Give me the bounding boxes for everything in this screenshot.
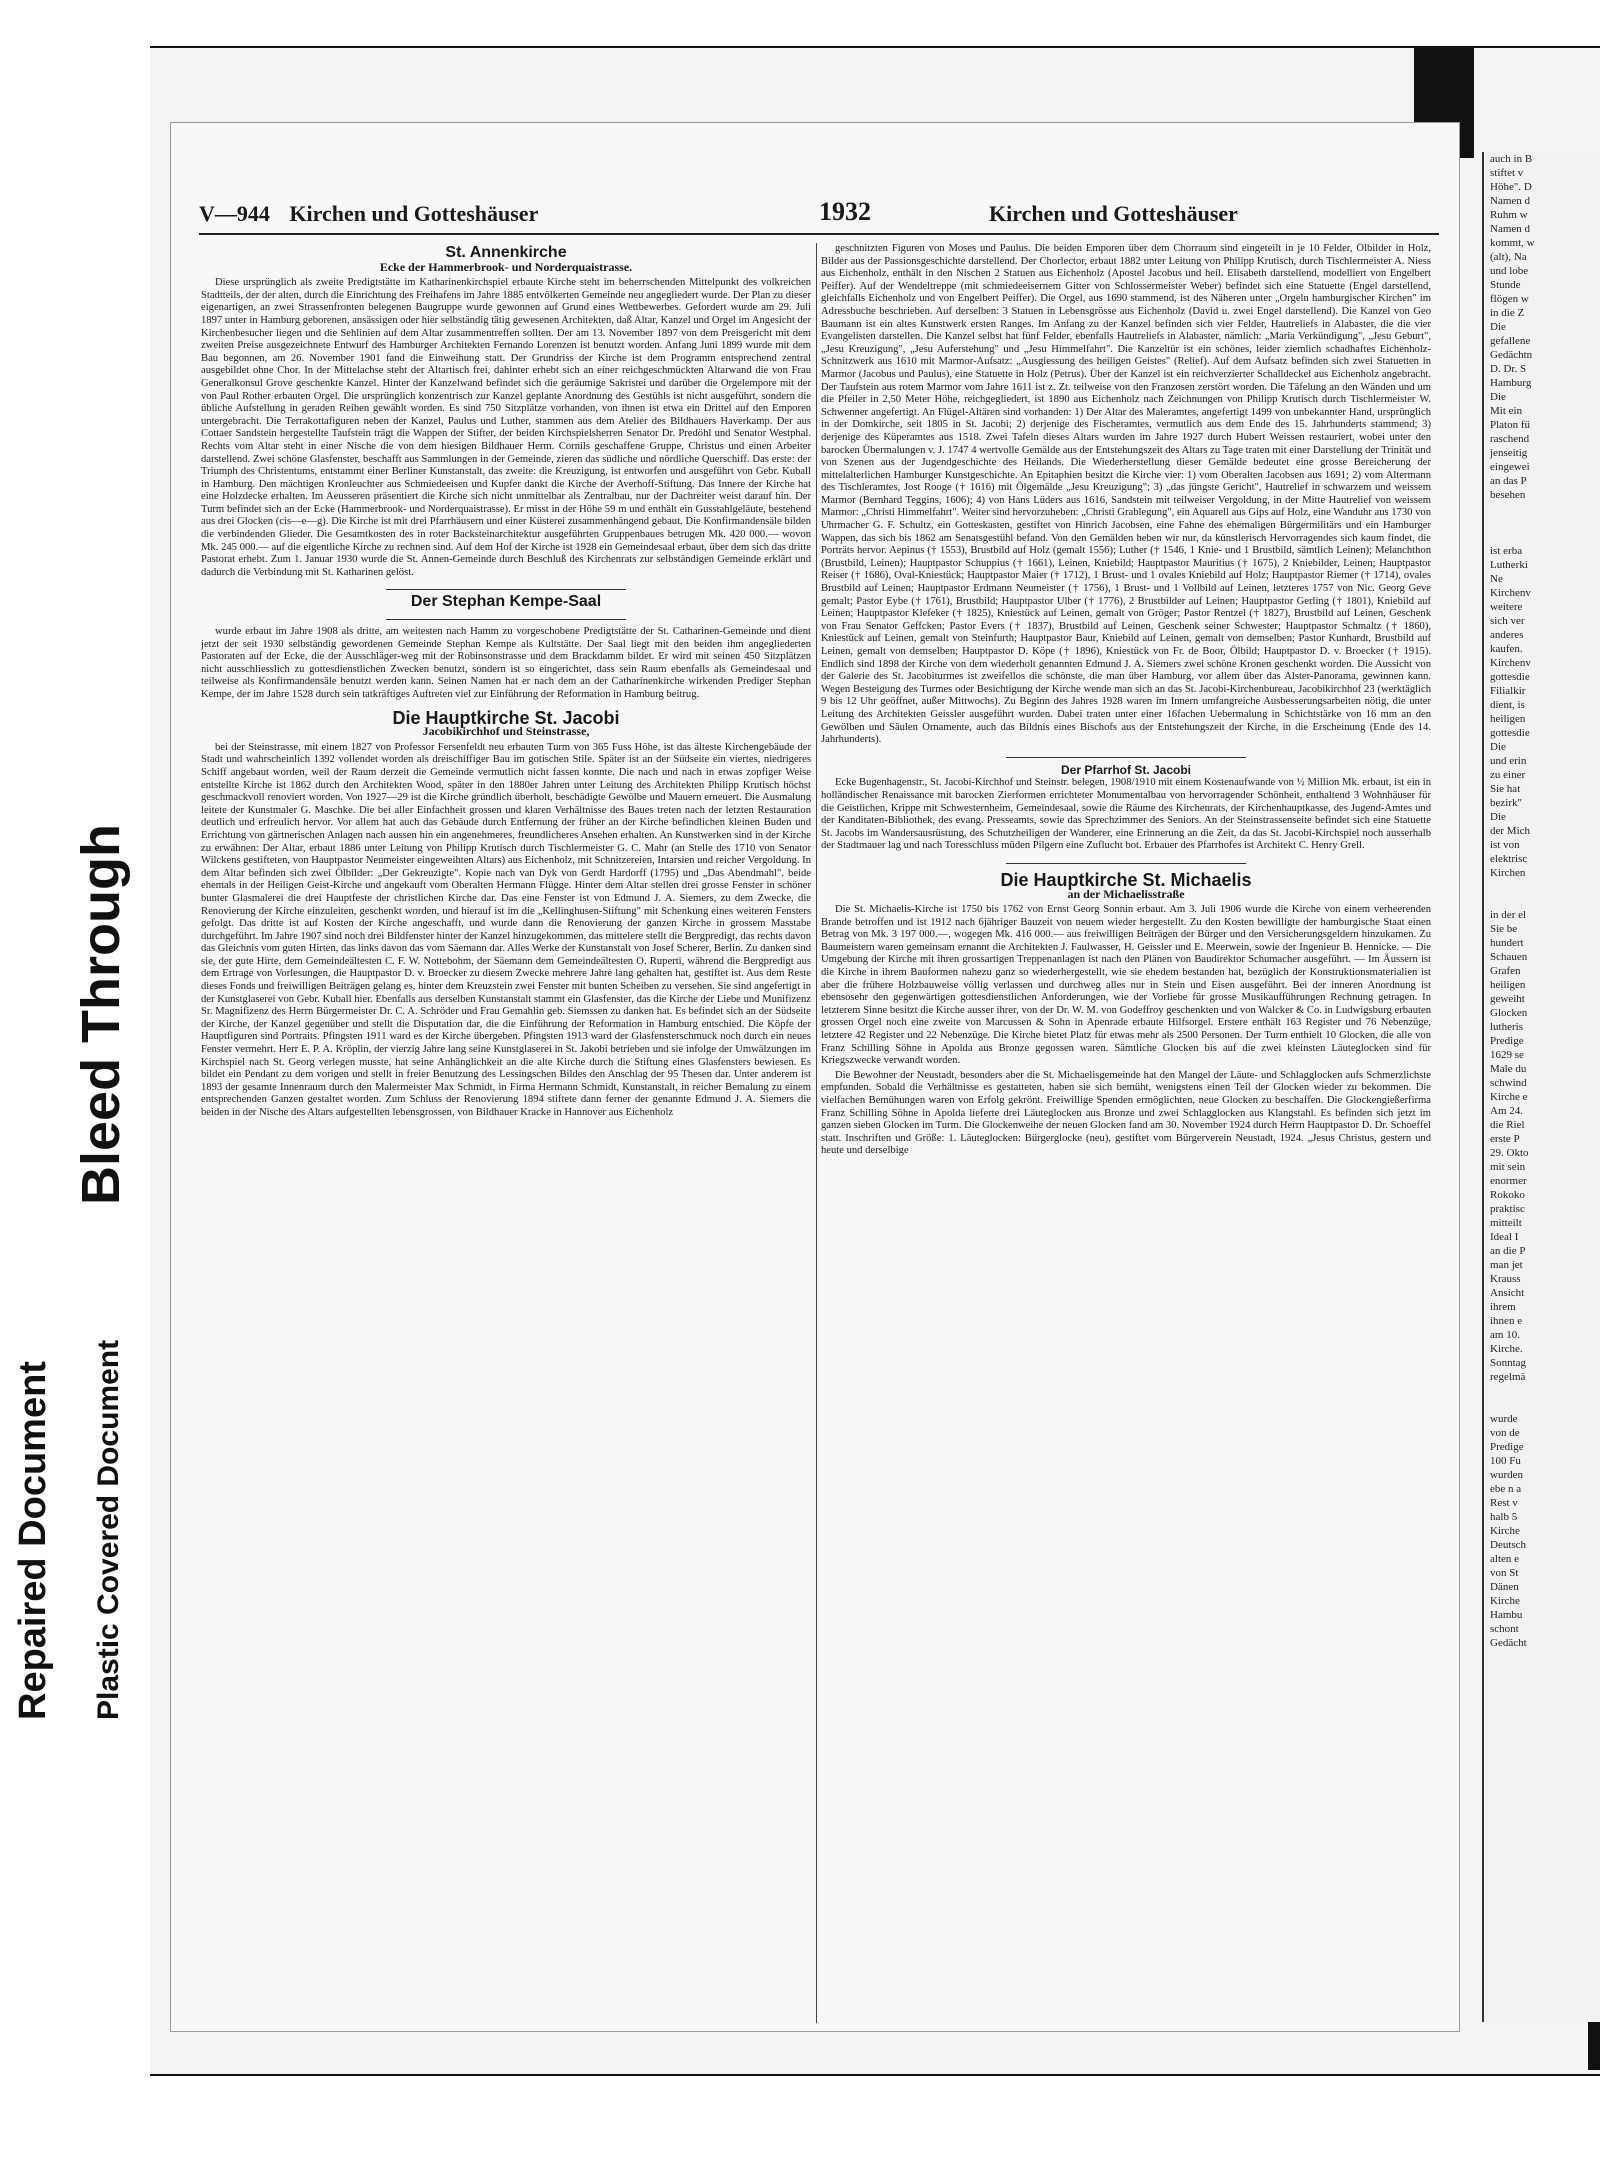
header-right-title: Kirchen und Gotteshäuser (989, 201, 1238, 226)
newspaper-page (170, 122, 1460, 2032)
sliver-line: wurde (1490, 1413, 1518, 1425)
michaelis-subtitle: an der Michaelisstraße (1067, 886, 1185, 901)
sliver-line: gottesdie (1490, 671, 1530, 683)
page-header (199, 195, 1439, 235)
sliver-line: Namen d (1490, 223, 1531, 235)
header-left (199, 201, 538, 227)
sliver-line: gefallene (1490, 335, 1531, 347)
jacobi-title: Die Hauptkirche St. Jacobi (392, 707, 620, 728)
michaelis-paragraph: Die Bewohner der Neustadt, besonders aber die St. Michaelisgemeinde hat den Mangel der Läute- und Schlagglocken aufs Schmerzlichste empfunden. Sobald die Verhältnisse es gestatteten, haben sie sich bemüht, wenigstens einen Teil der Glocken wieder zu bekommen. Die vielfachen Bemühungen waren von Erfolg gekrönt. Freiwillige Spenden ermöglichten, neue Glocken zu beschaffen. Die Glockengießerfirma Franz Schilling Söhne in Apolda lieferte drei Läuteglocken aus Bronze und zwei Schlagglocken aus Klangstahl. Es befinden sich jetzt im ganzen sieben Glocken im Turm. Die Glockenweihe der neuen Glocken fand am 30. November 1924 durch Herrn Hauptpastor D. Dr. Schoeffel statt. Inschriften und Größe: 1. Läuteglocken: Bürgerglocke (neu), gestiftet vom Bürgerverein Neustadt, 1924. „Jesus Christus, gestern und heute und derselbige (821, 1069, 1431, 1157)
sliver-line: wurden (1490, 1469, 1523, 1481)
sliver-line: Gedächtn (1490, 349, 1533, 361)
sliver-line: weitere (1490, 601, 1523, 613)
sliver-line: bezirk" (1490, 797, 1522, 809)
sliver-line: an die P (1490, 1245, 1526, 1257)
sliver-line: sich ver (1490, 615, 1525, 627)
sliver-line: Rokoko (1490, 1189, 1525, 1201)
sliver-line: Höhe". D (1490, 181, 1532, 193)
sliver-line: Predige (1490, 1035, 1524, 1047)
sliver-line: Platon fü (1490, 419, 1531, 431)
header-left-title: Kirchen und Gotteshäuser (289, 201, 539, 226)
michaelis-title: Die Hauptkirche St. Michaelis (1000, 869, 1252, 890)
annenkirche-title: St. Annenkirche (445, 244, 567, 261)
sliver-line: kommt, w (1490, 237, 1535, 249)
sliver-line: Kirchenv (1490, 657, 1531, 669)
sliver-line: Die (1490, 741, 1506, 753)
sliver-line: Sie be (1490, 923, 1518, 935)
sliver-line: Kirche (1490, 1595, 1520, 1607)
jacobi-subtitle: Jacobikirchhof und Steinstrasse, (422, 724, 590, 739)
sliver-line: der Mich (1490, 825, 1531, 837)
annenkirche-subtitle: Ecke der Hammerbrook- und Norderquaistrasse. (379, 259, 633, 274)
jacobi-continued-paragraph: geschnitzten Figuren von Moses und Paulus. Die beiden Emporen über dem Chorraum sind eingeteilt in je 10 Felder, Ölbilder in Holz, Bilder aus der Passionsgeschichte darstellend. Der Chorlector, erbaut 1882 unter Leitung von Philipp Krutisch, durch Tischlermeister A. Niess aus Eichenholz, enthält in den Nischen 2 Statuen aus Eichenholz (Apostel Jacobus und heil. Elisabeth darstellend, modelliert von Engelbert Peiffer). Auf der Wendeltreppe (mit schmiedeeisernem Gitter von Schlossermeister Weber) befindet sich eine Statuette (Engel darstellend, gleichfalls Eichenholz und von Engelbert Peiffer). Die Orgel, aus 1690 stammend, ist des Näheren unter „Orgeln hamburgischer Kirchen" im Adressbuche beschrieben. Auf derselben: 3 Statuen in Lebensgrösse aus Eichenholz (David u. zwei Engel darstellend). Die Kanzel von Geo Baumann ist ein altes Kunstwerk ersten Ranges. Im Anfang zu der Kanzel befinden sich vier Felder, Hautreliefs in Alabaster, die die vier Evangelisten darstellen. Die Kanzel selbst hat fünf Felder, ebenfalls Hautreliefs in Alabaster, nämlich: „Maria Verkündigung", „Jesu Geburt", „Jesu Kreuzigung", „Jesu Auferstehung" und „Jesu Himmelfahrt". Die Kanzeltür ist ein schönes, leider ziemlich schadhaftes Eichenholz-Schnitzwerk aus 1610 mit Marmor-Aufsatz: „Ausgiessung des heiligen Geistes" (Relief). Auf dem Aufsatz befinden sich zwei Statuetten in Marmor (Jacobus und Paulus), eine Statuette in Holz (Petrus). Über der Kanzel ist ein reichverzierter Schalldeckel aus Eichenholz angebracht. Der Taufstein aus rotem Marmor vom Jahre 1611 ist z. Zt. teilweise von den Franzosen zerstört worden. Die Täfelung an den Wänden und um die Pfeiler in 2,50 Meter Höhe, reichgegliedert, ist 1890 aus Eichenholz nach Zeichnungen von Philipp Krutisch durch Tischlermeister W. Schwenner angefertigt. An Flügel-Altären sind vorhanden: 1) Der Altar des Maleramtes, angefertigt 1499 von unbekannter Hand, ursprünglich in der Domkirche, seit 1805 in St. Jacobi; 2) derjenige des Fischeramtes, vermutlich aus dem Ende des 15. Jahrhunderts stammend; 3) derjenige des Küperamtes aus 1518. Zwei Tafeln dieses Altars wurden im Jahre 1927 durch Hubert Weissen restauriert, wobei unter den barocken Übermalungen v. J. 1747 4 wertvolle Gemälde aus der Entstehungszeit des Altars zu Tage traten mit einer Darstellung der Trinität und von Szenen aus der Jugendgeschichte des Heilands. Die Wiederherstellung dieser Gemälde bedeutet eine grosse Bereicherung der mittelalterlichen Hamburger Kunstgeschichte. An Epitaphien besitzt die Kirche vier: 1) vom Oberalten Jacobsen aus 1691; 2) vom Altermann des Tischleramtes, Jost Rooge († 1616) mit Ölgemälde „Jesu Kreuzigung"; 3) „das jüngste Gericht", Hautrelief in schwarzem und weissem Marmor (Bernhard Teggins, 1606); 4) von Hans Lüders aus 1616, Sandstein mit teilweiser Vergoldung, in der Mitte Hautrelief von weissem Marmor: „Christi Himmelfahrt". Weiter sind hervorzuheben: „Christi Grablegung", ein Aquarell aus Gips auf Holz, eine Wanduhr aus 1730 von Uhrmacher G. F. Schultz, ein Gotteskasten, gestiftet von Hinrich Jacobsen, eine Fahne des ehemaligen Bürgermilitärs und ein Hamburger Wappen, das sich bis 1862 am Senatsgestühl befand. Von den Gemälden heben wir nur, da künstlerisch Hervorragendes sich kaum findet, die Porträts hervor. Aepinus († 1553), Brustbild auf Holz (gemalt 1556); Luther († 1546, 1 Knie- und 1 Brustbild, sämtlich Leinen); Melanchthon (Brustbild, Leinen); Hauptpastor Schuppius († 1661), Leinen, Kniebild; Hauptpastor Mauritius († 1675), 2 Kniebilder, Leinen; Hauptpastor Reiser († 1686), Oval-Kniestück; Hauptpastor Maier († 1712), 1 Brust- und 1 ovales Kniebild auf Holz; Hauptpastor Riemer († 1714), ovales Brustbild auf Leinen; Hauptpastor Erdmann Neumeister († 1756), 1 Brust- und 1 Vollbild auf Leinen, letzteres 1757 von Nic. Georg Geve gemalt; Pastor Eybe († 1761), Brustbild; Hauptpastor Ulber († 1776), 2 Brustbilder auf Leinen; Hauptpastor Gerling († 1801), Kniebild auf Leinen; Hauptpastor Klefeker († 1825), Kniestück auf Leinen, gemalt von Gröger; Pastor Rentzel († 1827), Brustbild auf Leinen, Geschenk von Frau Senator Geffcken; Pastor Evers († 1837), Brustbild auf Leinen, Geschenk seiner Schwester; Hauptpastor Schmaltz († 1860), Kniestück auf Leinen, gemalt von Steinfurth; Hauptpastor Baur, Kniebild auf Leinen, gemalt von demselben; Pastor Kunhardt, Brustbild auf Leinen, gemalt von demselben; Hauptpastor D. Köpe († 1896), Kniestück von Fr. de Boor, Ölbild; Hauptpastor D. v. Broecker († 1915). Endlich sind 1898 der Kirche von dem wiederholt genannten Edmund J. A. Siemers zwei schöne Kronen geschenkt worden. Die Aussicht von der Galerie des St. Jacobiturmes ist zweifellos die schönste, die man über Hamburg, vor allem über das Alster-Panorama, gewinnen kann. Wegen Besteigung des Turmes oder Besichtigung der Kirche wende man sich an das St. Jacobi-Kirchenbureau, Jacobikirchhof 23 (werktäglich 9 bis 12 Uhr geöffnet, außer Mittwochs). Zu Beginn des Jahres 1928 waren im Innern umfangreiche Ausbesserungsarbeiten nötig, die unter Leitung des Architekten Geissler ausgeführt wurden. Dabei traten unter einer 16fachen Uebermalung in Schichtstärke von 16 mm an den Gewölben und Säulen Ornamente, auch das Bildnis eines Bischofs aus der Entstehungszeit der Kirche, in die Erscheinung (Ende des 14. Jahrhunderts). (821, 243, 1431, 746)
sliver-line: lutheris (1490, 1021, 1523, 1033)
sliver-line: Glocken (1490, 1007, 1528, 1019)
sliver-line: (alt), Na (1490, 251, 1527, 263)
sliver-line: und lobe (1490, 265, 1529, 277)
sliver-line: Stunde (1490, 279, 1521, 291)
sliver-line: in der el (1490, 909, 1527, 921)
sliver-line: schwind (1490, 1077, 1527, 1089)
sliver-line: Ne (1490, 573, 1503, 585)
sliver-line: Die (1490, 391, 1506, 403)
sliver-line: Lutherki (1490, 559, 1528, 571)
sliver-line: Kirche e (1490, 1091, 1528, 1103)
section-divider (1006, 863, 1246, 864)
sliver-line: Grafen (1490, 965, 1521, 977)
sliver-line: Deutsch (1490, 1539, 1527, 1551)
sliver-line: Kirchen (1490, 867, 1526, 879)
sliver-line: 1629 se (1490, 1049, 1524, 1061)
sliver-line: Rest v (1490, 1497, 1518, 1509)
jacobi-paragraph: bei der Steinstrasse, mit einem 1827 von Professor Fersenfeldt neu erbauten Turm von 365 Fuss Höhe, ist das älteste Kirchengebäude der Stadt und wahrscheinlich 1392 vollendet worden als dreischiffiger Bau im gotischen Stile. Später ist an der Südseite ein viertes, niedrigeres Schiff angebaut worden, weil der Raum derzeit die Gemeinde vermutlich nicht fassen konnte. Die nach und nach in etwas zopfiger Weise entstellte Kirche ist 1862 durch den Architekten Wood, später in den 1880er Jahren unter Leitung des Architekten Philipp Krutisch höchst geschmackvoll renoviert worden. Von 1927—29 ist die Kirche gründlich überholt, beschädigte Gewölbe und Mauern erneuert. Die Ausmalung leitete der Kunstmaler G. Maschke. Die bei aller Einfachheit grossen und klaren Verhältnisse des Baues treten nach der letzten Restauration deutlich und erfreulich hervor. Vor allem hat auch das Gebäude durch Entfernung der früher an der Kirche befindlichen kleinen Buden und Errichtung von gärtnerischen Anlagen nach aussen hin ein angenehmeres, freundlicheres Ansehen erhalten. An Kunstwerken sind in der Kirche zu erwähnen: Der Altar, erbaut 1886 unter Leitung von Philipp Krutisch durch Tischlermeister G. C. Mahr (an Stelle des 1710 von Senator Wilckens gestifteten, von Hauptpastor Neumeister eingeweihten Altars) aus Eichenholz, mit Schnitzereien, Intarsien und reicher Vergoldung. In dem Altar befinden sich zwei Ölbilder: „Der Gekreuzigte". Kopie nach van Dyk von Gerdt Hardorff (1795) und „Das Abendmahl". beide ehemals in der Heiligen Geist-Kirche und angekauft vom Oberalten Hermann Flügge. Hinter dem Altar stellen drei grosse Fenster in schöner bunter Glasmalerei die drei Hauptfeste der christlichen Kirche dar. Das eine Fenster ist von Edmund J. A. Siemers, zu dem Zwecke, die Renovierung der Kirche einzuleiten, geschenkt worden, und hierauf ist im die „Kellinghusen-Stiftung" mit Schenkung eines weiteren Fensters gefolgt. Das dritte ist auf Kosten der Kirche angeschafft, und wurde dann die Renovierung der ganzen Kirche in grossem Masstabe durchgeführt. Im Jahre 1907 sind noch drei Bildfenster hinter der Kanzel hinzugekommen, das mittelere stellt die Bergpredigt, das rechts davon das Gleichnis vom guten Hirten, das links davon das vom Säemann dar. Alles Werke der Kunstanstalt von Josef Scherer, Berlin. Zu danken sind sie, der gute Hirte, dem Gemeindeältesten C. F. W. Nottebohm, der Säemann dem Gemeindeältesten O. Ruperti, während die Bergpredigt aus dem Ertrage von Vorlesungen, die Hauptpastor D. v. Broecker zu diesem Zwecke mehrere Jahre lang gehalten hat, gestiftet ist. Aus dem Reste dieses Fonds und freiwilligen Beiträgen gelang es, hinter dem Kreuzstein zwei Fenster mit bunten Scheiben zu versehen. Sie sind angefertigt in der Kunstglaserei von Gebr. Kuball hier. Ebenfalls aus derselben Kunstanstalt stammt ein Glasfenster, das die Kirche der Liebe und Munifizenz Sr. Magnifizenz des Herrn Bürgermeister Dr. C. A. Schröder und Frau Gemahlin geb. Siemssen zu danken hat. Es befindet sich an der Südseite der Kirche, der Kanzel gegenüber und stellt die Disputation dar, die die Einführung der Reformation in Hamburg entschied. Die Köpfe der Hauptfiguren sind Portraits. Pfingsten 1911 ward es der Kirche übergeben. Pfingsten 1913 ward der Glasfensterschmuck noch durch ein neues Fenster vermehrt. Herr E. P. A. Kröplin, der vierzig Jahre lang seine Kunstglaserei in St. Jakobi betrieben und sie infolge der Umwälzungen im Kirchspiel nach St. Georg verlegen musste, hat seine Anhänglichkeit an die alte Kirche durch die Stiftung eines Glasfensters bewiesen. Es bildet ein Pendant zu dem vorigen und stellt in freier Benutzung des Lessingschen Bildes den Anschlag der 95 Thesen dar. Unter anderem ist 1893 der gesamte Innenraum durch den Malermeister Max Schmidt, in Firma Hermann Schmidt, Kunstanstalt, in reicher Bemalung zu einem entsprechenden Ganzen gestaltet worden. Zum Schluss der Renovierung 1894 stiftete dann ferner der genannte Edmund J. A. Siemers die beiden in der Nische des Altars aufgestellten lebensgrossen, von Bildhauer Kracke in Hannover aus Eichenholz (201, 741, 811, 1118)
sliver-line (1484, 502, 1600, 516)
sliver-line: schont (1490, 1623, 1519, 1635)
sliver-line: mit sein (1490, 1161, 1526, 1173)
sliver-line: kaufen. (1490, 643, 1523, 655)
sliver-line: Sie hat (1490, 783, 1521, 795)
sliver-line: Die (1490, 321, 1506, 333)
sliver-line (1484, 530, 1600, 544)
sliver-line: Mit ein (1490, 405, 1523, 417)
sliver-line: Krauss (1490, 1273, 1521, 1285)
pfarrhof-paragraph: Ecke Bugenhagenstr., St. Jacobi-Kirchhof und Steinstr. belegen, 1908/1910 mit einem Kostenaufwande von ½ Million Mk. erbaut, ist ein in holländischer Renaissance mit barocken Zierformen errichteter Monumentalbau von hervorragender Schönheit, enthaltend 3 Wohnhäuser für die Geistlichen, Krippe mit Schwesternheim, Gemeindesaal, sowie die Räume des Kirchenrats, der Kirchenhauptkasse, des Jugend-Amtes und der Kanditaten-Bibliothek, des evang. Presseamts, sowie das Sprechzimmer des Seniors. An der Steinstrassenseite befindet sich eine Statuette St. Jacobs im Wandersausrüstung, des Schutzheiligen der Wanderer, eine Erinnerung an die Zeit, da das St. Jacobi-Kirchspiel noch ausserhalb der Stadtmauer lag und nach Toresschluss müden Pilgern eine Zuflucht bot. Erbauer des Pfarrhofes ist Architekt C. Henry Grell. (821, 777, 1431, 852)
sliver-line: enormer (1490, 1175, 1527, 1187)
repaired-document-label: Repaired Document (12, 1361, 54, 1720)
sliver-line: Predige (1490, 1441, 1524, 1453)
right-column (821, 243, 1431, 2023)
sliver-line: anderes (1490, 629, 1524, 641)
sliver-line: und erin (1490, 755, 1527, 767)
sliver-line: an das P (1490, 475, 1527, 487)
sliver-line: Kirche. (1490, 1343, 1523, 1355)
sliver-line: alten e (1490, 1553, 1520, 1565)
annenkirche-paragraph: Diese ursprünglich als zweite Predigtstätte im Katharinenkirchspiel erbaute Kirche steht im beherrschenden Mittelpunkt des volkreichen Stadtteils, der der alten, durch die Einrichtung des Freihafens im Jahre 1885 entvölkerten Gemeinde neu angegliedert wurde. Der Plan zu dieser eigenartigen, an zwei Strassenfronten belegenen Baugruppe wurde gewonnen auf Grund eines Wettbewerbes. Gefordert wurde am 29. Juli 1897 unter in Hamburg geborenen, ansässigen oder hier selbständig tätig gewesenen Architekten, daß Altar, Kanzel und Orgel im Angesicht der Kirchenbesucher liegen und die Sehlinien auf dem Altar zusammentreffen sollten. Der am 13. November 1897 von dem Preisgericht mit dem zweiten Preise ausgezeichnete Entwurf des Hamburger Architekten Fernando Lorenzen ist benutzt worden. Anfang Juni 1899 wurde mit dem Bau begonnen, am 26. November 1901 fand die Einweihung statt. Der Grundriss der Kirche ist dem Programm entsprechend zentral ausgebildet ohne Chor. In der Mittelachse steht der Altartisch frei, dahinter erhebt sich an einer reichgeschmückten Altarwand die von Frau Generalkonsul Grove geschenkte Kanzel. Hinter der Kanzelwand befindet sich die geräumige Sakristei und darüber die Orgelempore mit der von Paul Rother erbauten Orgel. Die ursprünglich konzentrisch zur Kanzel geplante Anordnung des Gestühls ist nicht ausgeführt, sondern die übliche Aufstellung in geraden Reihen gewählt worden. Es sind 750 Sitzplätze vorhanden, von ihnen ist etwa ein Drittel auf den Emporen untergebracht. Die Terrakottafiguren neben der Kanzel, Paulus und Luther, stammen aus dem Atelier des Bildhauers Haverkamp. Der aus Cottaer Sandstein hergestellte Taufstein trägt die Wappen der Stifter, der beiden Kirchspielsherren Senator Dr. Predöhl und Senator Westphal. Rechts vom Altar steht in einer Nische die von dem hiesigen Bildhauer Herm. Cornils geschaffene Gruppe, Christus und einen Arbeiter darstellend. Zwei schöne Glasfenster, beschafft aus Sammlungen in der Gemeinde, zieren das südliche und nördliche Querschiff. Das erste: der Triumph des Christentums, entstammt einer Berliner Kunstanstalt, das zweite: die Kreuzigung, ist entworfen und ausgeführt von Gebr. Kuball in Hamburg. Den mächtigen Kronleuchter aus Schmiedeeisen und Kupfer dankt die Kirche der Averhoff-Stiftung. Das Innere der Kirche hat eine Holzdecke erhalten. Im Aeusseren präsentiert die Kirche sich nicht unmittelbar als Zentralbau, nur der Dachreiter weist darauf hin. Der Turm befindet sich an der Ecke (Hammerbrook- und Norderquaistrasse). Er misst in der Höhe 59 m und enthält ein Gusstahlgeläute, bestehend aus drei Glocken (cis—e—g). Die Kirche ist mit drei Pfarrhäusern und einer Küsterei zusammenhängend gebaut. Die Konfirmandensäle bilden die verbindenden Glieder. Die Gesamtkosten des in roter Backsteinarchitektur ausgeführten Gruppenbaues betrugen Mk. 420 000.— wovon Mk. 245 000.— auf die eigentliche Kirche zu rechnen sind. Auf dem Hof der Kirche ist 1928 ein Gemeindesaal erbaut, über dem sich das dritte Pastorat erhebt. Zum 1. Januar 1930 wurde die St. Annen-Gemeinde durch Beschluß des Kirchenrats zur selbständigen Gemeinde erklärt und dadurch die Verbindung mit St. Katharinen gelöst. (201, 277, 811, 578)
kempe-paragraph: wurde erbaut im Jahre 1908 als dritte, am weitesten nach Hamm zu vorgeschobene Predigtstätte der St. Catharinen-Gemeinde und dient jetzt der seit 1930 selbständig gewordenen Gemeinde Stephan Kempe als Kultstätte. Der Saal liegt mit den beiden ihm angegliederten Pastoraten auf der Ecke, die der Ausschläger-weg mit der Robinsonstrasse und dem Brackdamm bildet. Er wird mit seinen 450 Sitzplätzen nicht ausschliesslich zu gottesdienstlichen Zwecken benutzt, sondern ist so eingerichtet, dass sein Raum ebenfalls als Gemeindesaal und teilweise als Konfirmandensäle benutzt werden kann. Seinen Namen hat er nach dem an der Catharinenkirche wirkenden Prediger Stephan Kempe, der im Jahre 1528 durch sein tatkräftiges Auftreten viel zur Einführung der Reformation in Hamburg beitrug. (201, 626, 811, 700)
sliver-line: praktisc (1490, 1203, 1525, 1215)
sliver-line: ebe n a (1490, 1483, 1522, 1495)
sliver-line: raschend (1490, 433, 1530, 445)
sliver-line: gottesdie (1490, 727, 1530, 739)
sliver-line: von de (1490, 1427, 1520, 1439)
sliver-line: Kirchenv (1490, 587, 1531, 599)
sliver-line: mitteilt (1490, 1217, 1522, 1229)
sliver-line: Hambu (1490, 1609, 1523, 1621)
sliver-line: Hamburg (1490, 377, 1532, 389)
sliver-line: Filialkir (1490, 685, 1526, 697)
sliver-line: eingewei (1490, 461, 1530, 473)
sliver-line: Schauen (1490, 951, 1528, 963)
sliver-line: 29. Okto (1490, 1147, 1529, 1159)
sliver-line: elektrisc (1490, 853, 1528, 865)
sliver-line: man jet (1490, 1259, 1523, 1271)
sliver-line: auch in B (1490, 153, 1533, 165)
sliver-line: geweiht (1490, 993, 1525, 1005)
sliver-line: Ideal I (1490, 1231, 1519, 1243)
bleed-through-page-sliver (1482, 152, 1600, 2022)
header-year: 1932 (819, 197, 871, 226)
section-divider (386, 619, 626, 620)
sliver-line: ist von (1490, 839, 1520, 851)
sliver-line: halb 5 (1490, 1511, 1518, 1523)
bleed-through-label: Bleed Through (71, 824, 131, 1205)
sliver-line (1484, 880, 1600, 894)
page-reference: V—944 (199, 201, 270, 226)
sliver-line: D. Dr. S (1490, 363, 1527, 375)
sliver-line: ihnen e (1490, 1315, 1523, 1327)
sliver-line: jenseitig (1490, 447, 1528, 459)
sliver-line: am 10. (1490, 1329, 1520, 1341)
sliver-line: in die Z (1490, 307, 1525, 319)
sliver-line: Ansicht (1490, 1287, 1525, 1299)
sliver-line: stiftet v (1490, 167, 1524, 179)
sliver-line: Ruhm w (1490, 209, 1528, 221)
sliver-line: flögen w (1490, 293, 1529, 305)
kempe-title: Der Stephan Kempe-Saal (410, 593, 602, 611)
sliver-line (1484, 1398, 1600, 1412)
plastic-covered-label: Plastic Covered Document (92, 1339, 125, 1720)
sliver-line: 100 Fu (1490, 1455, 1521, 1467)
left-column (201, 243, 811, 2023)
sliver-line (1484, 1384, 1600, 1398)
sliver-line: Gedächt (1490, 1637, 1527, 1649)
sliver-line: regelmä (1490, 1371, 1526, 1383)
section-divider (1006, 757, 1246, 758)
sliver-line: zu einer (1490, 769, 1526, 781)
section-divider (386, 589, 626, 590)
michaelis-paragraph: Die St. Michaelis-Kirche ist 1750 bis 1762 von Ernst Georg Sonnin erbaut. Am 3. Juli 1906 wurde die Kirche von einem verheerenden Brande betroffen und ist 1912 nach 6jähriger Bauzeit von neuem wieder hergestellt. Zu den Kosten bewilligte der hamburgische Staat einen Betrag von Mk. 3 197 000.—, wogegen Mk. 416 000.— aus freiwilligen Beiträgen der Bürger und den Versicherungsgeldern hinzukamen. Zu Baumeistern waren gemeinsam ernannt die Architekten J. Faulwasser, H. Geissler und E. Meerwein, sowie der Ingenieur B. Hennicke. — Die Umgebung der Kirche mit ihren grossartigen Treppenanlagen ist nach den Plänen von Baudirektor Schumacher ausgeführt. — Im Äussern ist die Kirche in ihrem Bauformen nahezu ganz so wiederhergestellt, wie sie ehedem bestanden hat, bezüglich der Konstruktionsmaterialien ist aber die frühere Holzbauweise völlig verlassen und durchweg alles nur in Stein und Eisen ausgeführt. Bei der inneren Anordnung ist ebensosehr den gegenwärtigen gottesdienstlichen Anforderungen, wie der Vorliebe für grosse Musikaufführungen Rechnung getragen. In letzterem Sinne besitzt die Kirche ausser ihrer, von der Dr. W. M. von Godeffroy geschenkten und von Walcker & Co. in Ludwigsburg erbauten grossen Orgel noch eine zweite von Marcussen & Sohn in Apenrade erbaute Hilfsorgel. Erstere enthält 163 Register und 76 Nebenzüge, letztere 42 Register und 22 Nebenzüge. Die Kirche bietet Platz für etwas mehr als 2500 Personen. Der Turm enthielt 10 Glocken, die alle von Franz Schilling Söhne in Apolda aus Bronze gegossen waren. Sämtliche Glocken bis auf die zwei kleinsten Läuteglocken sind für Kriegszwecke verwandt worden. (821, 904, 1431, 1067)
sliver-line: Die (1490, 811, 1506, 823)
sliver-line: die Riel (1490, 1119, 1525, 1131)
sliver-line: erste P (1490, 1133, 1520, 1145)
sliver-line: heiligen (1490, 713, 1526, 725)
sliver-line: hundert (1490, 937, 1524, 949)
sliver-line: Namen d (1490, 195, 1531, 207)
sliver-line: heiligen (1490, 979, 1526, 991)
sliver-line (1484, 894, 1600, 908)
column-divider (816, 243, 817, 2023)
sliver-line: Kirche (1490, 1525, 1520, 1537)
sliver-line: Male du (1490, 1063, 1527, 1075)
pfarrhof-title: Der Pfarrhof St. Jacobi (1060, 762, 1192, 777)
sliver-line: ist erba (1490, 545, 1523, 557)
sliver-line: Am 24. (1490, 1105, 1523, 1117)
sliver-line: ihrem (1490, 1301, 1516, 1313)
sliver-line: Sonntag (1490, 1357, 1527, 1369)
sliver-line (1484, 516, 1600, 530)
sliver-line: Dänen (1490, 1581, 1519, 1593)
sliver-line: besehen (1490, 489, 1526, 501)
sliver-line: von St (1490, 1567, 1519, 1579)
sliver-line: dient, is (1490, 699, 1525, 711)
